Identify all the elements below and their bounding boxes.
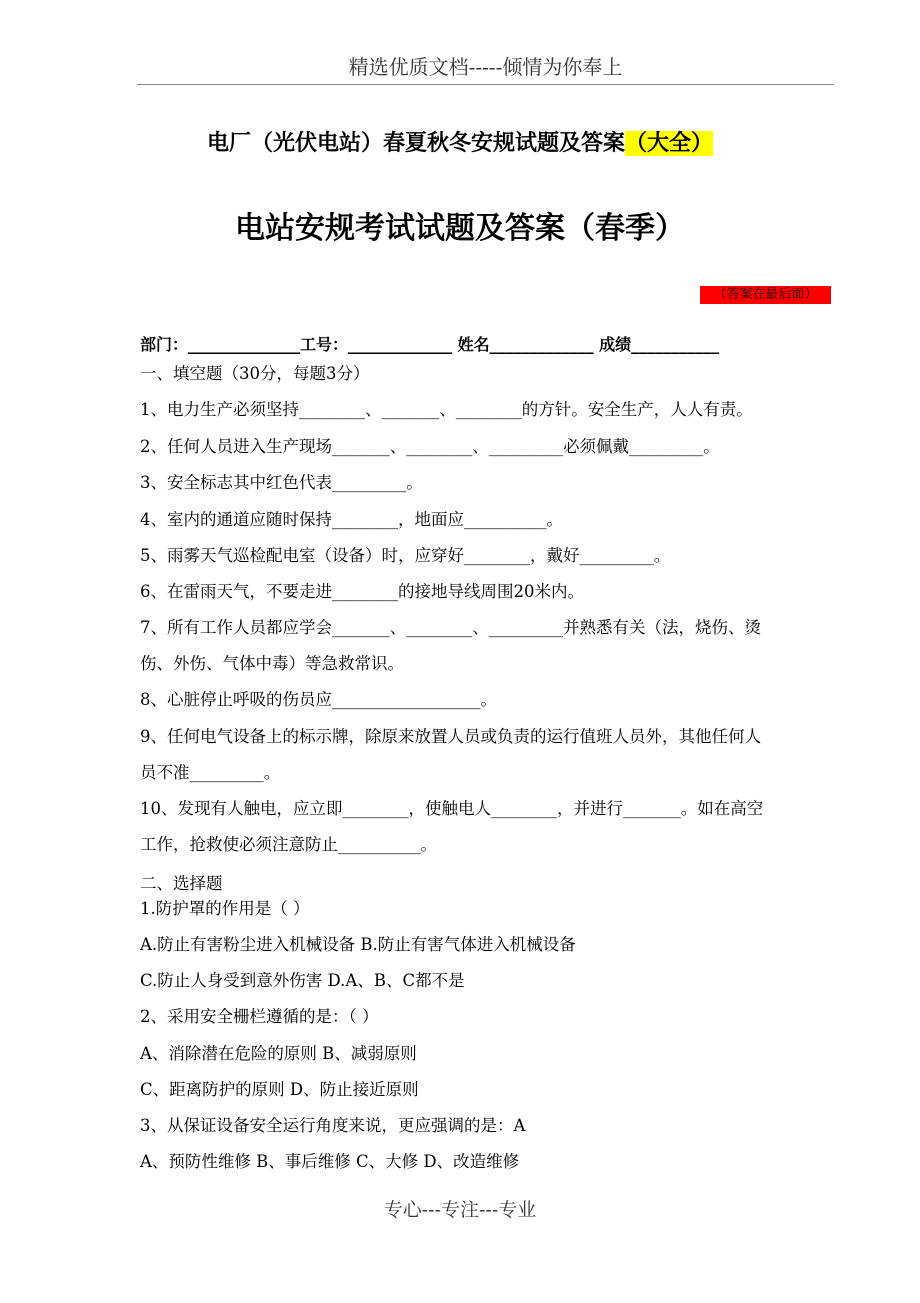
fill-line: 工作，抢救使必须注意防止__________。 [140,835,437,854]
section1-heading: 一、填空题（30分，每题3分） [140,364,370,383]
fill-line: 5、雨雾天气巡检配电室（设备）时，应穿好________，戴好_________。 [140,546,671,565]
fill-line: 6、在雷雨天气，不要走进________的接地导线周围20米内。 [140,582,584,601]
info-fields-line: 部门：______________工号：_____________ 姓名_____________ 成绩___________ [140,335,720,354]
fill-line: 8、心脏停止呼吸的伤员应__________________。 [140,690,497,709]
fill-line: 伤、外伤、气体中毒）等急救常识。 [140,654,404,673]
fill-line: 1、电力生产必须坚持________、_______、________的方针。安全生产，人人有责。 [140,400,753,419]
page-footer: 专心---专注---专业 [383,1199,537,1221]
fill-line: 4、室内的通道应随时保持________，地面应__________。 [140,510,563,529]
document-title [0,124,920,164]
title-highlight: （大全） [625,131,714,156]
choice-line: A、预防性维修 B、事后维修 C、大修 D、改造维修 [140,1152,520,1171]
fill-line: 2、任何人员进入生产现场_______、________、_________必须佩戴_________。 [140,437,720,456]
fill-line: 3、安全标志其中红色代表_________。 [140,473,423,492]
choice-line: A、消除潜在危险的原则 B、减弱原则 [140,1044,417,1063]
answer-note-badge: （答案在最后面） [700,286,831,304]
page-header: 精选优质文档-----倾情为你奉上 [348,55,623,79]
fill-line: 员不准_________。 [140,763,281,782]
document-subtitle: 电站安规考试试题及答案（春季） [235,211,685,246]
choice-line: A.防止有害粉尘进入机械设备 B.防止有害气体进入机械设备 [140,935,576,954]
section2-heading: 二、选择题 [140,874,223,893]
title-main: 电厂（光伏电站）春夏秋冬安规试题及答案 [206,131,625,156]
fill-line: 9、任何电气设备上的标示牌，除原来放置人员或负责的运行值班人员外，其他任何人 [140,727,761,746]
fill-line: 7、所有工作人员都应学会_______、________、_________并熟悉有关（法，烧伤、烫 [140,618,761,637]
choice-line: C、距离防护的原则 D、防止接近原则 [140,1080,419,1099]
choice-line: C.防止人身受到意外伤害 D.A、B、C都不是 [140,971,465,990]
choice-line: 3、从保证设备安全运行角度来说，更应强调的是：A [140,1116,526,1135]
choice-line: 2、采用安全栅栏遵循的是：（ ） [140,1007,379,1026]
header-divider [137,84,834,85]
fill-line: 10、发现有人触电，应立即________，使触电人________，并进行_______。如在高空 [140,799,764,818]
choice-line: 1.防护罩的作用是（ ） [140,899,310,918]
